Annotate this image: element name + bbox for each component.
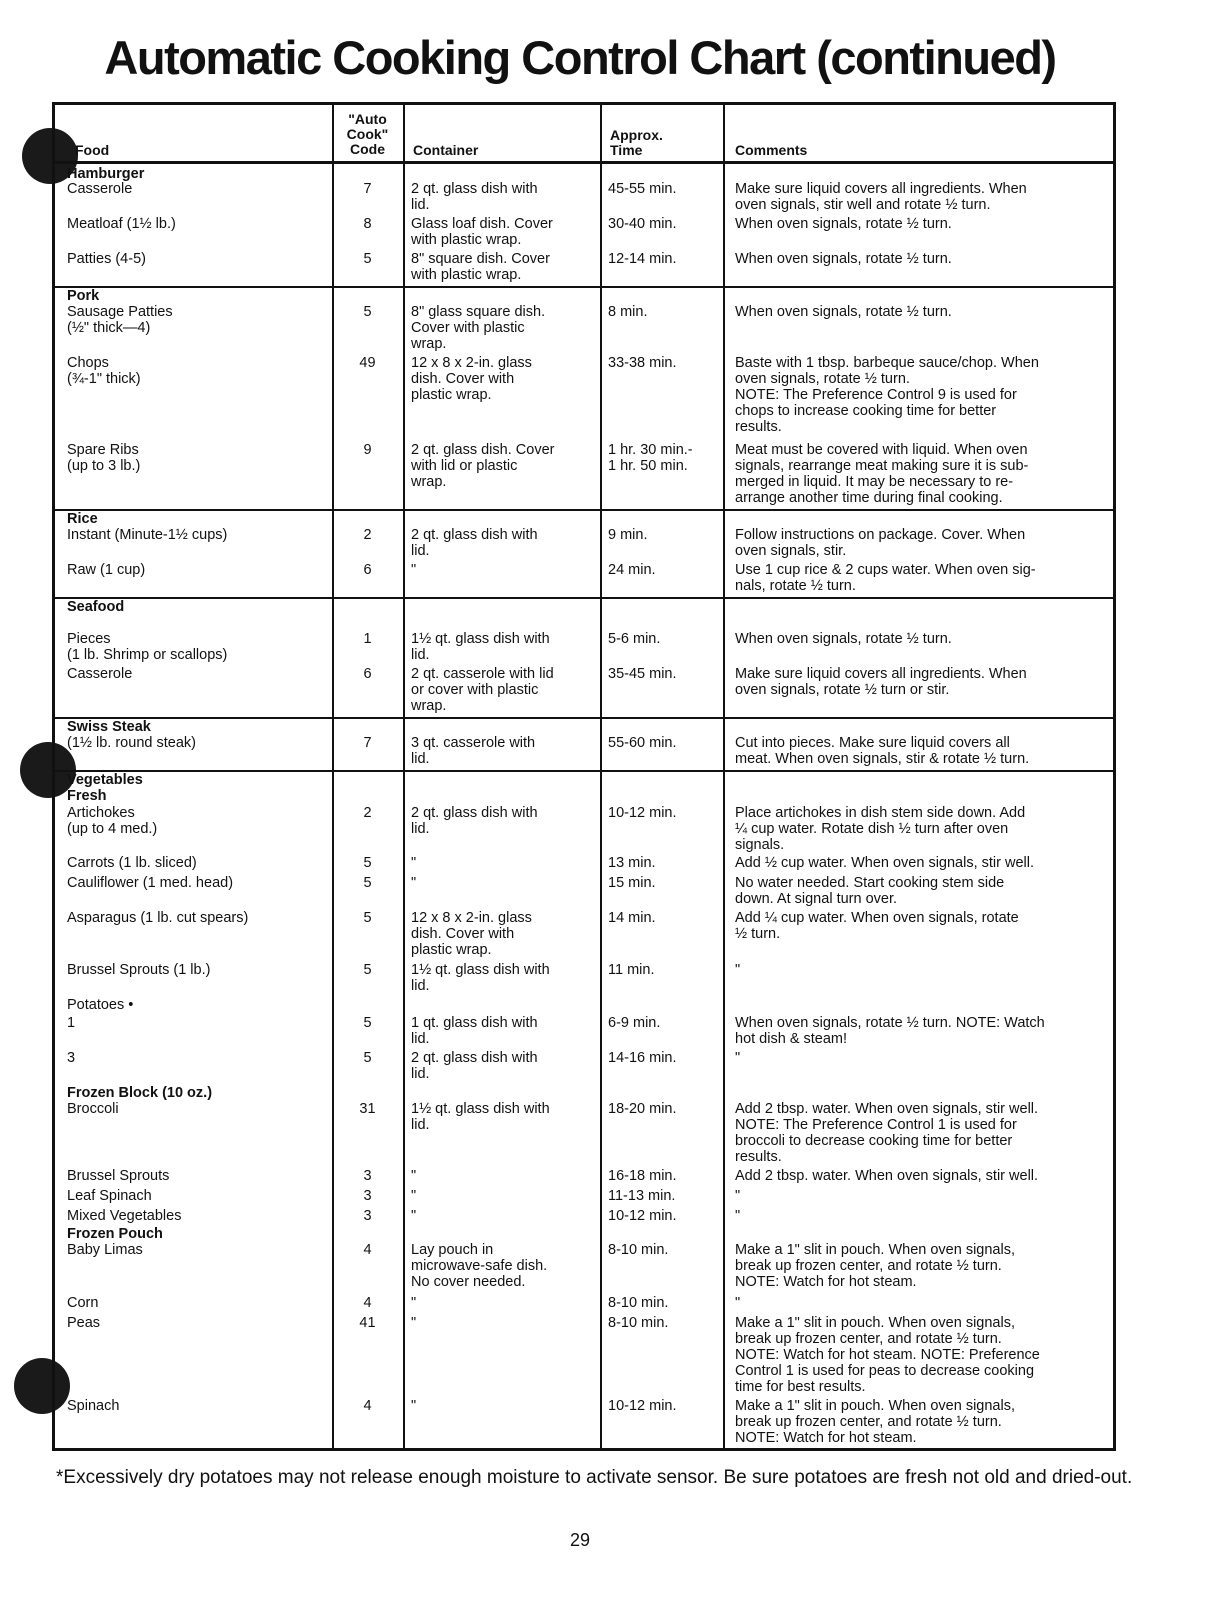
cell-code: 3 [363,1188,372,1204]
cell-container: 2 qt. glass dish with lid. [411,805,538,837]
cell-code: 5 [363,910,372,926]
cell-time: 12-14 min. [608,251,677,267]
cell-comments: When oven signals, rotate ½ turn. [735,631,952,647]
cell-container: 2 qt. glass dish with lid. [411,181,538,213]
cell-code: 5 [363,962,372,978]
cell-container: 1½ qt. glass dish with lid. [411,631,550,663]
cell-food: Instant (Minute-1½ cups) [67,527,228,543]
cell-time: 5-6 min. [608,631,661,647]
cell-time: 9 min. [608,527,648,543]
cell-comments: When oven signals, rotate ½ turn. NOTE: Watch hot dish & steam! [735,1015,1045,1047]
cell-food: Peas [67,1315,101,1331]
cell-time: 24 min. [608,562,656,578]
cell-comments: Make sure liquid covers all ingredients. When oven signals, rotate ½ turn or stir. [735,666,1027,698]
cell-time: 8 min. [608,304,648,320]
cell-comments: Meat must be covered with liquid. When oven signals, rearrange meat making sure it is sub- merged in liquid. It may be necessary to re- arrange another time during final cooking. [735,442,1029,506]
cell-comments: Add 2 tbsp. water. When oven signals, stir well. NOTE: The Preference Control 1 is used for broccoli to decrease cooking time for better results. [735,1101,1039,1165]
cell-code: 9 [363,442,372,458]
section-heading: Vegetables Fresh [67,772,143,804]
cell-time: 8-10 min. [608,1295,669,1311]
cell-time: 10-12 min. [608,805,677,821]
section-heading: Swiss Steak [67,719,151,735]
cell-food: Patties (4-5) [67,251,146,267]
column-divider [403,105,405,1448]
column-divider [723,105,725,1448]
cell-code: 5 [363,875,372,891]
cell-time: 45-55 min. [608,181,677,197]
cell-code: 5 [363,251,372,267]
cell-time: 30-40 min. [608,216,677,232]
cell-food: Leaf Spinach [67,1188,152,1204]
cell-food: Casserole [67,666,133,682]
cell-container: " [411,855,417,871]
cell-comments: Make a 1" slit in pouch. When oven signals, break up frozen center, and rotate ½ turn. NOTE: Watch for hot steam. NOTE: Preference Control 1 is used for peas to decrease cooking time for best results. [735,1315,1040,1395]
cell-container: " [411,875,417,891]
cell-code: 5 [363,1050,372,1066]
cell-container: " [411,562,417,578]
cell-food: Spare Ribs (up to 3 lb.) [67,442,141,474]
header-code: "Auto Cook" Code [346,111,389,157]
cell-code: 5 [363,855,372,871]
cell-code: 8 [363,216,372,232]
cell-container: " [411,1315,417,1331]
cell-food: Asparagus (1 lb. cut spears) [67,910,249,926]
cell-comments: " [735,962,741,978]
cooking-chart-table [52,102,1116,1451]
cell-comments: " [735,1295,741,1311]
cell-code: 3 [363,1168,372,1184]
cell-food: Mixed Vegetables [67,1208,182,1224]
cell-code: 2 [363,805,372,821]
cell-code: 4 [363,1398,372,1414]
cell-container: " [411,1208,417,1224]
cell-food: 1 [67,1015,76,1031]
cell-food: (1½ lb. round steak) [67,735,196,751]
page-title: Automatic Cooking Control Chart (continued) [104,31,1056,84]
page-number: 29 [569,1530,591,1550]
cell-container: 2 qt. glass dish with lid. [411,1050,538,1082]
header-comments: Comments [735,142,808,158]
cell-comments: Baste with 1 tbsp. barbeque sauce/chop. When oven signals, rotate ½ turn. NOTE: The Preference Control 9 is used for chops to increase cooking time for better results. [735,355,1039,435]
cell-comments: Add ½ cup water. When oven signals, stir well. [735,855,1035,871]
cell-comments: Add 2 tbsp. water. When oven signals, stir well. [735,1168,1039,1184]
cell-comments: " [735,1188,741,1204]
cell-comments: No water needed. Start cooking stem side down. At signal turn over. [735,875,1005,907]
cell-container: Lay pouch in microwave-safe dish. No cover needed. [411,1242,548,1290]
cell-food: Carrots (1 lb. sliced) [67,855,197,871]
cell-food: Pieces (1 lb. Shrimp or scallops) [67,631,228,663]
cell-code: 5 [363,1015,372,1031]
cell-container: 1 qt. glass dish with lid. [411,1015,538,1047]
cell-food: Corn [67,1295,99,1311]
cell-comments: Make sure liquid covers all ingredients. When oven signals, stir well and rotate ½ turn. [735,181,1027,213]
cell-code: 2 [363,527,372,543]
cell-code: 1 [363,631,372,647]
cell-comments: Use 1 cup rice & 2 cups water. When oven sig- nals, rotate ½ turn. [735,562,1036,594]
cell-code: 31 [359,1101,376,1117]
cell-container: 8" glass square dish. Cover with plastic wrap. [411,304,546,352]
cell-food: Cauliflower (1 med. head) [67,875,234,891]
header-time: Approx. Time [610,127,663,158]
cell-container: 12 x 8 x 2-in. glass dish. Cover with plastic wrap. [411,355,532,403]
cell-container: " [411,1398,417,1414]
cell-time: 6-9 min. [608,1015,661,1031]
cell-food: Baby Limas [67,1242,143,1258]
cell-container: " [411,1188,417,1204]
section-heading: Frozen Block (10 oz.) [67,1085,213,1101]
cell-code: 3 [363,1208,372,1224]
header-container: Container [413,142,479,158]
cell-comments: " [735,1208,741,1224]
cell-container: " [411,1168,417,1184]
cell-code: 4 [363,1242,372,1258]
cell-time: 14 min. [608,910,656,926]
header-food: Food [75,142,110,158]
cell-time: 33-38 min. [608,355,677,371]
cell-code: 41 [359,1315,376,1331]
cell-container: 2 qt. casserole with lid or cover with plastic wrap. [411,666,554,714]
cell-time: 15 min. [608,875,656,891]
cell-code: 6 [363,562,372,578]
cell-time: 11 min. [608,962,655,978]
cell-container: 3 qt. casserole with lid. [411,735,536,767]
cell-code: 4 [363,1295,372,1311]
cell-container: 2 qt. glass dish with lid. [411,527,538,559]
cell-comments: When oven signals, rotate ½ turn. [735,251,952,267]
cell-comments: When oven signals, rotate ½ turn. [735,304,952,320]
cell-food: Potatoes • [67,997,134,1013]
cell-container: 2 qt. glass dish. Cover with lid or plastic wrap. [411,442,555,490]
cell-time: 35-45 min. [608,666,677,682]
cell-comments: Cut into pieces. Make sure liquid covers all meat. When oven signals, stir & rotate ½ turn. [735,735,1030,767]
cell-container: 8" square dish. Cover with plastic wrap. [411,251,550,283]
cell-food: Chops (¾-1" thick) [67,355,141,387]
cell-food: Raw (1 cup) [67,562,146,578]
cell-time: 18-20 min. [608,1101,677,1117]
cell-comments: Add ¼ cup water. When oven signals, rotate ½ turn. [735,910,1019,942]
section-heading: Frozen Pouch [67,1226,163,1242]
cell-time: 16-18 min. [608,1168,677,1184]
cell-code: 6 [363,666,372,682]
cell-time: 10-12 min. [608,1398,677,1414]
cell-container: 1½ qt. glass dish with lid. [411,962,550,994]
cell-code: 49 [359,355,376,371]
cell-time: 13 min. [608,855,656,871]
cell-comments: When oven signals, rotate ½ turn. [735,216,952,232]
cell-comments: " [735,1050,741,1066]
column-divider [600,105,602,1448]
section-heading: Seafood [67,599,125,615]
footnote: *Excessively dry potatoes may not release enough moisture to activate sensor. Be sure potatoes are fresh not old and dried-out. [56,1467,1133,1488]
cell-time: 8-10 min. [608,1315,669,1331]
cell-food: Brussel Sprouts (1 lb.) [67,962,211,978]
cell-code: 5 [363,304,372,320]
cell-food: Meatloaf (1½ lb.) [67,216,176,232]
cell-container: 1½ qt. glass dish with lid. [411,1101,550,1133]
cell-code: 7 [363,735,372,751]
header-rule [55,161,1113,164]
cell-time: 1 hr. 30 min.- 1 hr. 50 min. [608,442,693,474]
cell-food: Casserole [67,181,133,197]
cell-comments: Make a 1" slit in pouch. When oven signals, break up frozen center, and rotate ½ turn. NOTE: Watch for hot steam. [735,1242,1015,1290]
cell-food: 3 [67,1050,76,1066]
cell-code: 7 [363,181,372,197]
cell-time: 11-13 min. [608,1188,676,1204]
cell-food: Spinach [67,1398,120,1414]
cell-comments: Make a 1" slit in pouch. When oven signals, break up frozen center, and rotate ½ turn. NOTE: Watch for hot steam. [735,1398,1015,1446]
cell-comments: Place artichokes in dish stem side down. Add ¼ cup water. Rotate dish ½ turn after oven signals. [735,805,1026,853]
cell-container: 12 x 8 x 2-in. glass dish. Cover with plastic wrap. [411,910,532,958]
section-heading: Pork [67,288,100,304]
cell-comments: Follow instructions on package. Cover. When oven signals, stir. [735,527,1026,559]
cell-container: " [411,1295,417,1311]
section-heading: Hamburger [67,166,145,182]
cell-food: Broccoli [67,1101,119,1117]
cell-food: Artichokes (up to 4 med.) [67,805,158,837]
cell-time: 55-60 min. [608,735,677,751]
cell-food: Brussel Sprouts [67,1168,170,1184]
cell-food: Sausage Patties (½" thick—4) [67,304,173,336]
cell-time: 14-16 min. [608,1050,677,1066]
section-heading: Rice [67,511,98,527]
cell-time: 10-12 min. [608,1208,677,1224]
cell-container: Glass loaf dish. Cover with plastic wrap. [411,216,553,248]
cell-time: 8-10 min. [608,1242,669,1258]
